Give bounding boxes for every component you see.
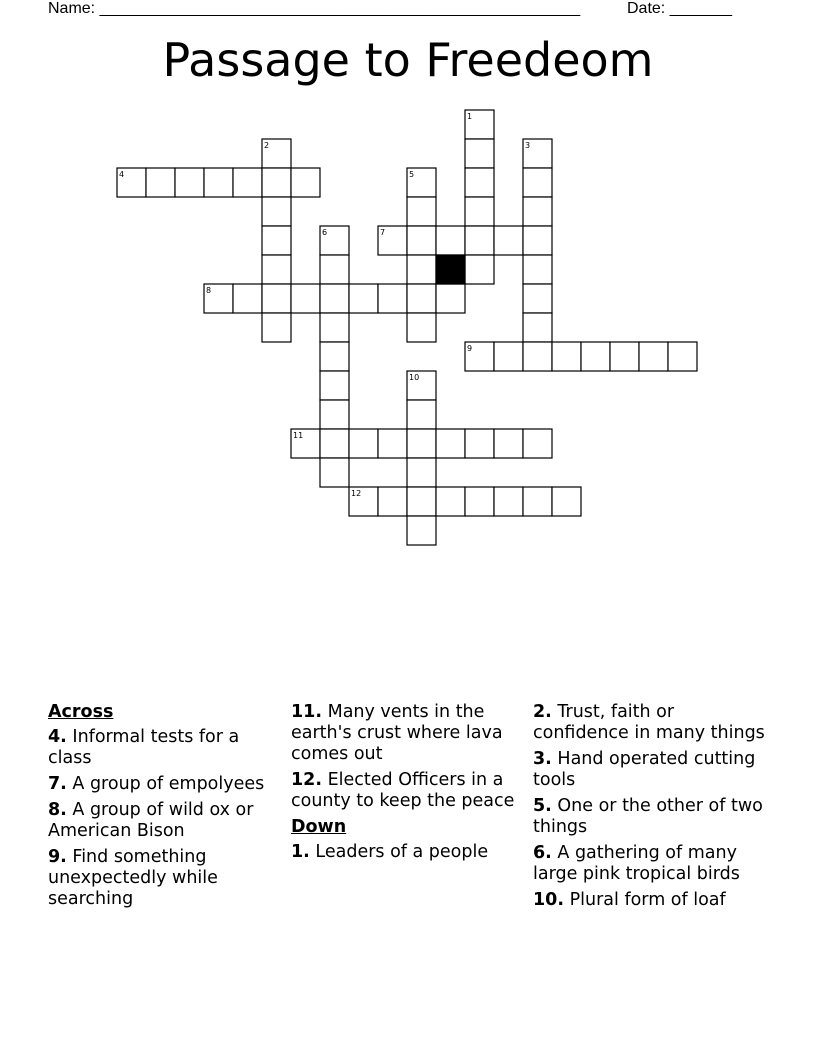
across-heading: Across [48,702,114,722]
grid-cell[interactable] [407,226,436,255]
cell-number: 12 [351,489,362,498]
puzzle-title: Passage to Freedeom [162,33,654,87]
cell-number: 7 [380,228,386,237]
grid-cell[interactable] [523,284,552,313]
clue-number: 6. [533,843,552,863]
grid-cell[interactable] [233,168,262,197]
clue-text: Many vents in the earth's crust where lava comes out [291,702,503,764]
cell-number: 9 [467,344,473,353]
clue-text: Elected Officers in a county to keep the peace [291,770,515,811]
name-field-label: Name: ______________________________________________________ [48,0,581,17]
clue-down-2 [533,702,773,744]
grid-cell[interactable] [407,516,436,545]
clue-across-4 [48,727,278,769]
grid-cell[interactable] [320,342,349,371]
grid-cell[interactable] [349,429,378,458]
grid-cell[interactable] [552,342,581,371]
cell-number: 8 [206,286,212,295]
grid-cell[interactable] [523,197,552,226]
clue-across-12 [291,770,527,812]
grid-cell[interactable] [465,429,494,458]
grid-cell[interactable] [349,284,378,313]
clue-number: 12. [291,770,323,790]
clue-number: 10. [533,890,565,910]
clue-down-10 [533,890,773,911]
grid-cell[interactable] [494,429,523,458]
cell-number: 2 [264,141,270,150]
grid-cell[interactable] [407,458,436,487]
clue-number: 2. [533,702,552,722]
grid-cell[interactable] [320,255,349,284]
clue-across-8 [48,800,278,842]
clue-text: Find something unexpectedly while searching [48,847,218,909]
black-cell [436,255,465,284]
cell-number: 4 [119,170,125,179]
grid-cell[interactable] [523,342,552,371]
grid-cell[interactable] [291,168,320,197]
grid-cell[interactable] [552,487,581,516]
clue-column-1 [48,702,278,915]
grid-cell[interactable] [407,197,436,226]
clue-column-3 [533,702,773,916]
grid-cell[interactable] [233,284,262,313]
grid-cell[interactable] [320,429,349,458]
grid-cell[interactable] [523,313,552,342]
grid-cell[interactable] [668,342,697,371]
grid-cell[interactable] [407,313,436,342]
grid-cell[interactable] [523,429,552,458]
grid-cell[interactable] [523,487,552,516]
grid-cell[interactable] [378,429,407,458]
grid-cell[interactable] [320,458,349,487]
grid-cell[interactable] [262,226,291,255]
grid-cell[interactable] [436,487,465,516]
clue-number: 8. [48,800,67,820]
grid-cell[interactable] [320,284,349,313]
grid-cell[interactable] [175,168,204,197]
cell-number: 6 [322,228,328,237]
clue-across-11 [291,702,527,765]
cell-number: 11 [293,431,304,440]
grid-cell[interactable] [262,313,291,342]
grid-cell[interactable] [262,255,291,284]
grid-cell[interactable] [146,168,175,197]
grid-cell[interactable] [407,487,436,516]
clue-number: 4. [48,727,67,747]
clue-number: 3. [533,749,552,769]
clue-number: 5. [533,796,552,816]
down-heading: Down [291,817,347,837]
cell-number: 10 [409,373,420,382]
cell-number: 5 [409,170,415,179]
grid-cell[interactable] [291,284,320,313]
grid-cell[interactable] [378,487,407,516]
clue-number: 7. [48,774,67,794]
grid-cell[interactable] [407,400,436,429]
clue-number: 11. [291,702,323,722]
grid-cell[interactable] [436,429,465,458]
clue-text: A group of wild ox or American Bison [48,800,254,841]
grid-cell[interactable] [581,342,610,371]
grid-cell[interactable] [465,487,494,516]
clue-text: A group of empolyees [72,774,265,794]
grid-cell[interactable] [320,371,349,400]
cell-number: 3 [525,141,531,150]
grid-cell[interactable] [523,226,552,255]
date-field-label: Date: _______ [627,0,732,17]
clue-text: Informal tests for a class [48,727,240,768]
grid-cell[interactable] [610,342,639,371]
cell-number: 1 [467,112,473,121]
clue-text: A gathering of many large pink tropical birds [533,843,740,884]
grid-cell[interactable] [262,168,291,197]
grid-cell[interactable] [494,226,523,255]
grid-cell[interactable] [465,168,494,197]
clue-text: Hand operated cutting tools [533,749,756,790]
grid-cell[interactable] [494,342,523,371]
clue-across-9 [48,847,278,910]
clue-down-3 [533,749,773,791]
grid-cell[interactable] [523,255,552,284]
grid-cell[interactable] [407,284,436,313]
grid-cell[interactable] [494,487,523,516]
clue-text: Trust, faith or confidence in many things [533,702,765,743]
grid-cell[interactable] [436,226,465,255]
clue-text: Plural form of loaf [569,890,726,910]
grid-cell[interactable] [262,197,291,226]
grid-cell[interactable] [465,226,494,255]
clue-number: 1. [291,842,310,862]
grid-cell[interactable] [436,284,465,313]
grid-cell[interactable] [523,168,552,197]
clue-number: 9. [48,847,67,867]
grid-cell[interactable] [407,255,436,284]
grid-cell[interactable] [465,197,494,226]
grid-cell[interactable] [378,284,407,313]
clue-text: Leaders of a people [315,842,489,862]
grid-cell[interactable] [262,284,291,313]
grid-cell[interactable] [465,139,494,168]
clue-down-5 [533,796,773,838]
grid-cell[interactable] [407,429,436,458]
grid-cell[interactable] [204,168,233,197]
grid-cell[interactable] [465,255,494,284]
grid-cell[interactable] [639,342,668,371]
clue-text: One or the other of two things [533,796,763,837]
clue-down-6 [533,843,773,885]
clue-column-2 [291,702,527,868]
grid-cell[interactable] [320,313,349,342]
clue-across-7 [48,774,278,795]
grid-cell[interactable] [320,400,349,429]
clue-down-1 [291,842,527,863]
